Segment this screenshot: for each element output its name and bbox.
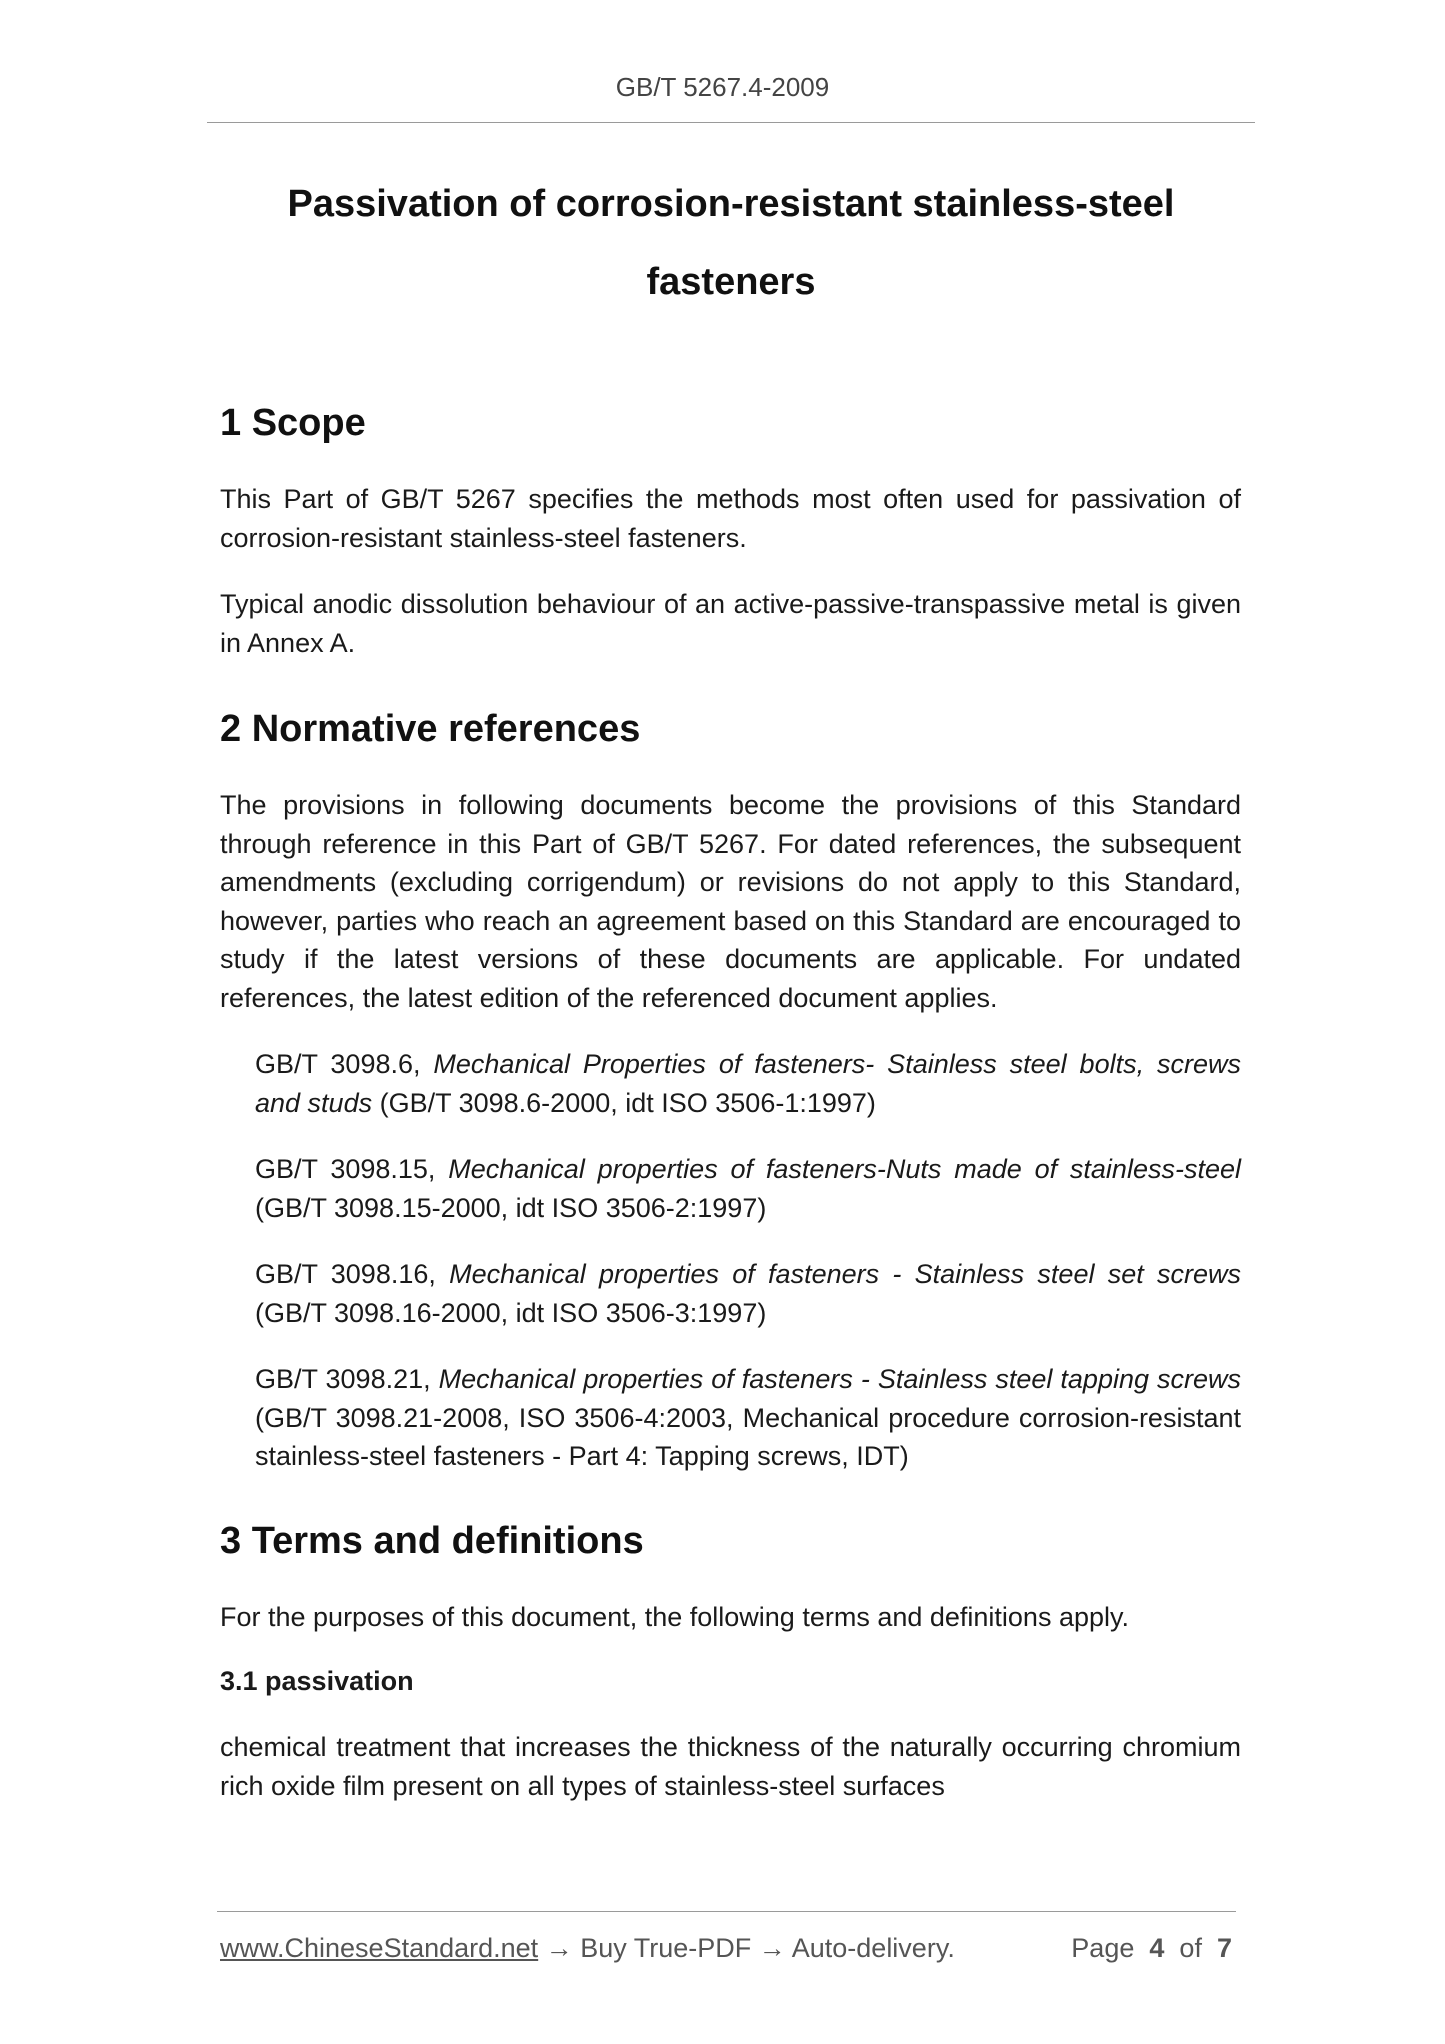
section-2-paragraph: The provisions in following documents become the provisions of this Standard through reference in this Part of GB/T 5267. For dated references, the subsequent amendments (excluding corrigendum) or revisions do not apply to this Standard, however, parties who reach an agreement based on this Standard are encouraged to study if the latest versions of these documents are applicable. For undated references, the latest edition of the referenced document applies. [220, 790, 1241, 1013]
document-title [207, 165, 1255, 321]
footer-promo [220, 1933, 955, 1964]
term-heading: 3.1 passivation [220, 1666, 414, 1696]
website-link[interactable]: www.ChineseStandard.net [220, 1933, 539, 1963]
header-doc-code: GB/T 5267.4-2009 [615, 72, 830, 102]
reference-title: Mechanical properties of fasteners - Stainless steel tapping screws [438, 1364, 1241, 1394]
section-1-paragraph-2: Typical anodic dissolution behaviour of an active-passive-transpassive metal is given in Annex A. [220, 589, 1241, 658]
footer-divider [217, 1911, 1236, 1912]
section-1-heading: 1 Scope [220, 402, 366, 444]
current-page: 4 [1149, 1933, 1165, 1963]
of-label: of [1179, 1933, 1202, 1963]
reference-detail: (GB/T 3098.6-2000, idt ISO 3506-1:1997) [372, 1087, 876, 1118]
title-line-2: fasteners [646, 261, 816, 303]
reference-code: GB/T 3098.15, [255, 1154, 449, 1184]
title-line-1: Passivation of corrosion-resistant stainless-steel [287, 183, 1175, 225]
total-pages: 7 [1216, 1933, 1232, 1963]
reference-item [255, 1045, 1241, 1122]
reference-item [255, 1255, 1241, 1332]
header-divider [207, 122, 1255, 123]
reference-title: Mechanical properties of fasteners - Stainless steel set screws [449, 1259, 1242, 1289]
section-2-heading: 2 Normative references [220, 708, 641, 750]
reference-item [255, 1150, 1241, 1227]
section-3-heading: 3 Terms and definitions [220, 1519, 644, 1562]
reference-code: GB/T 3098.16, [255, 1259, 450, 1289]
footer-promo-text: → Buy True-PDF → Auto-delivery. [538, 1933, 955, 1963]
section-1-paragraph-1: This Part of GB/T 5267 specifies the methods most often used for passivation of corrosion-resistant stainless-steel fasteners. [220, 484, 1241, 553]
page-number [1071, 1933, 1232, 1964]
section-3-paragraph: For the purposes of this document, the following terms and definitions apply. [220, 1601, 1129, 1632]
reference-code: GB/T 3098.6, [255, 1049, 434, 1079]
reference-title: Mechanical properties of fasteners-Nuts made of stainless-steel [448, 1154, 1241, 1184]
reference-detail: (GB/T 3098.15-2000, idt ISO 3506-2:1997) [255, 1192, 767, 1223]
reference-detail: (GB/T 3098.21-2008, ISO 3506-4:2003, Mechanical procedure corrosion-resistant stainless-steel fasteners - Part 4: Tapping screws, IDT) [255, 1402, 1241, 1471]
document-body [220, 388, 1241, 1805]
reference-item [255, 1360, 1241, 1476]
page-label: Page [1071, 1933, 1135, 1963]
term-definition: chemical treatment that increases the thickness of the naturally occurring chromium rich oxide film present on all types of stainless-steel surfaces [220, 1732, 1241, 1801]
reference-title: Mechanical Properties of fasteners- Stainless steel bolts, screws and studs [255, 1049, 1241, 1118]
reference-detail: (GB/T 3098.16-2000, idt ISO 3506-3:1997) [255, 1297, 767, 1328]
reference-code: GB/T 3098.21, [255, 1364, 439, 1394]
